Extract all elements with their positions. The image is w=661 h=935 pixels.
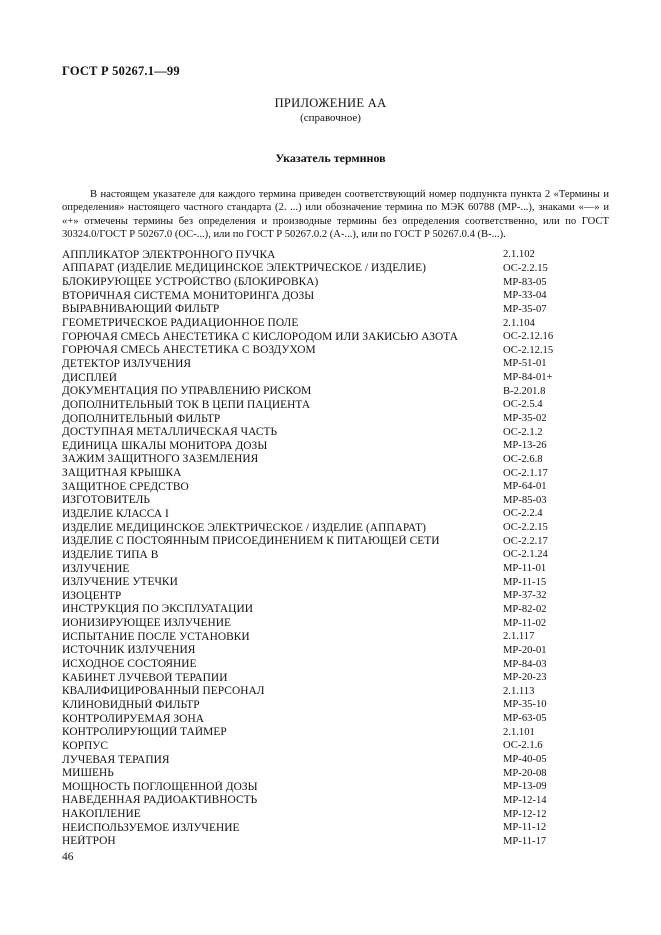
term-row	[62, 521, 622, 535]
term-name: КЛИНОВИДНЫЙ ФИЛЬТР	[62, 698, 200, 711]
term-name: ИНСТРУКЦИЯ ПО ЭКСПЛУАТАЦИИ	[62, 603, 254, 616]
term-reference: МР-13-26	[503, 440, 547, 452]
term-row	[62, 262, 622, 276]
term-row	[62, 616, 622, 630]
term-name: ИЗГОТОВИТЕЛЬ	[62, 494, 150, 507]
term-name: ИЗЛУЧЕНИЕ УТЕЧКИ	[62, 576, 178, 589]
term-reference: МР-64-01	[503, 481, 547, 493]
term-name: ИЗЛУЧЕНИЕ	[62, 562, 130, 575]
term-row	[62, 657, 622, 671]
term-name: НЕИСПОЛЬЗУЕМОЕ ИЗЛУЧЕНИЕ	[62, 821, 240, 834]
term-row	[62, 303, 622, 317]
term-row	[62, 698, 622, 712]
term-name: КОНТРОЛИРУЕМАЯ ЗОНА	[62, 712, 205, 725]
term-name: НАКОПЛЕНИЕ	[62, 808, 141, 821]
term-row	[62, 562, 622, 576]
term-row	[62, 534, 622, 548]
term-reference: МР-85-03	[503, 494, 547, 506]
term-reference: МР-12-14	[503, 794, 547, 806]
term-reference: ОС-2.1.2	[503, 426, 543, 438]
appendix-title: ПРИЛОЖЕНИЕ АА	[274, 96, 387, 110]
term-reference: 2.1.101	[503, 726, 535, 738]
term-reference: МР-82-02	[503, 603, 547, 615]
term-reference: МР-63-05	[503, 713, 547, 725]
term-reference: МР-35-07	[503, 303, 547, 315]
term-name: ДОКУМЕНТАЦИЯ ПО УПРАВЛЕНИЮ РИСКОМ	[62, 385, 312, 398]
term-name: ГЕОМЕТРИЧЕСКОЕ РАДИАЦИОННОЕ ПОЛЕ	[62, 317, 299, 330]
term-row	[62, 439, 622, 453]
term-name: НЕЙТРОН	[62, 835, 116, 848]
intro-paragraph: В настоящем указателе для каждого термина приведен соответствующий номер подпункта пункта 2 «Термины и определения» настоящего частного стандарта (2. ...) или обозначение термина по МЭК 60788 (МР-...), знаками «—» и «+» отмечены термины без определения и производные термины без определения соответственно, или по ГОСТ 30324.0/ГОСТ Р 50267.0 (ОС-...), или по ГОСТ Р 50267.0.2 (А-...), или по ГОСТ Р 50267.0.4 (В-...).	[62, 189, 609, 241]
term-row	[62, 548, 622, 562]
term-name: КВАЛИФИЦИРОВАННЫЙ ПЕРСОНАЛ	[62, 685, 265, 698]
term-reference: ОС-2.2.15	[503, 522, 548, 534]
term-name: НАВЕДЕННАЯ РАДИОАКТИВНОСТЬ	[62, 794, 258, 807]
term-reference: МР-20-01	[503, 644, 547, 656]
term-name: ЕДИНИЦА ШКАЛЫ МОНИТОРА ДОЗЫ	[62, 439, 268, 452]
term-reference: МР-20-08	[503, 767, 547, 779]
term-row	[62, 671, 622, 685]
term-row	[62, 725, 622, 739]
term-name: КОРПУС	[62, 739, 109, 752]
term-row	[62, 480, 622, 494]
term-row	[62, 589, 622, 603]
term-row	[62, 330, 622, 344]
term-row	[62, 248, 622, 262]
term-name: ГОРЮЧАЯ СМЕСЬ АНЕСТЕТИКА С ВОЗДУХОМ	[62, 344, 316, 357]
term-name: ДИСПЛЕЙ	[62, 371, 118, 384]
term-name: ИЗДЕЛИЕ МЕДИЦИНСКОЕ ЭЛЕКТРИЧЕСКОЕ / ИЗДЕЛИЕ (АППАРАТ)	[62, 521, 426, 534]
term-row	[62, 398, 622, 412]
page-number: 46	[62, 851, 74, 863]
term-name: БЛОКИРУЮЩЕЕ УСТРОЙСТВО (БЛОКИРОВКА)	[62, 276, 319, 289]
term-name: ЛУЧЕВАЯ ТЕРАПИЯ	[62, 753, 170, 766]
term-reference: ОС-2.1.17	[503, 467, 548, 479]
term-reference: 2.1.102	[503, 249, 535, 261]
term-reference: МР-84-01+	[503, 372, 553, 384]
term-row	[62, 753, 622, 767]
term-reference: ОС-2.6.8	[503, 453, 543, 465]
term-reference: МР-40-05	[503, 754, 547, 766]
term-name: ДОПОЛНИТЕЛЬНЫЙ ТОК В ЦЕПИ ПАЦИЕНТА	[62, 398, 311, 411]
term-reference: МР-35-10	[503, 699, 547, 711]
term-reference: МР-13-09	[503, 781, 547, 793]
term-reference: МР-11-01	[503, 563, 547, 575]
term-name: ИОНИЗИРУЮЩЕЕ ИЗЛУЧЕНИЕ	[62, 617, 232, 630]
term-name: ИЗДЕЛИЕ С ПОСТОЯННЫМ ПРИСОЕДИНЕНИЕМ К ПИТАЮЩЕЙ СЕТИ	[62, 535, 440, 548]
term-reference: 2.1.117	[503, 631, 535, 643]
term-name: ВТОРИЧНАЯ СИСТЕМА МОНИТОРИНГА ДОЗЫ	[62, 289, 315, 302]
term-row	[62, 712, 622, 726]
term-reference: МР-11-12	[503, 822, 547, 834]
term-name: КАБИНЕТ ЛУЧЕВОЙ ТЕРАПИИ	[62, 671, 228, 684]
term-name: ДОПОЛНИТЕЛЬНЫЙ ФИЛЬТР	[62, 412, 221, 425]
term-row	[62, 766, 622, 780]
term-name: ИЗДЕЛИЕ ТИПА В	[62, 548, 159, 561]
term-name: АППАРАТ (ИЗДЕЛИЕ МЕДИЦИНСКОЕ ЭЛЕКТРИЧЕСКОЕ / ИЗДЕЛИЕ)	[62, 262, 426, 275]
term-name: ЗАЖИМ ЗАЩИТНОГО ЗАЗЕМЛЕНИЯ	[62, 453, 259, 466]
term-row	[62, 821, 622, 835]
term-name: АППЛИКАТОР ЭЛЕКТРОННОГО ПУЧКА	[62, 248, 276, 261]
term-row	[62, 412, 622, 426]
term-name: ИСТОЧНИК ИЗЛУЧЕНИЯ	[62, 644, 196, 657]
term-row	[62, 343, 622, 357]
term-reference: ОС-2.1.24	[503, 549, 548, 561]
term-row	[62, 807, 622, 821]
term-reference: МР-35-02	[503, 413, 547, 424]
term-reference: ОС-2.2.4	[503, 508, 543, 520]
term-row	[62, 739, 622, 753]
term-row	[62, 494, 622, 508]
term-row	[62, 794, 622, 808]
term-reference: ОС-2.2.15	[503, 262, 548, 274]
term-row	[62, 316, 622, 330]
term-reference: ОС-2.5.4	[503, 399, 543, 411]
term-reference: МР-12-12	[503, 808, 547, 820]
term-row	[62, 275, 622, 289]
term-row	[62, 685, 622, 699]
term-reference: ОС-2.12.15	[503, 344, 554, 356]
term-row	[62, 507, 622, 521]
term-reference: МР-33-04	[503, 290, 547, 302]
term-reference: МР-11-02	[503, 617, 547, 629]
term-name: КОНТРОЛИРУЮЩИЙ ТАЙМЕР	[62, 726, 227, 739]
section-title: Указатель терминов	[275, 151, 386, 165]
document-id-header: ГОСТ Р 50267.1—99	[62, 64, 180, 78]
term-reference: МР-37-32	[503, 590, 547, 602]
term-name: МИШЕНЬ	[62, 767, 114, 780]
term-name: ГОРЮЧАЯ СМЕСЬ АНЕСТЕТИКА С КИСЛОРОДОМ ИЛИ ЗАКИСЬЮ АЗОТА	[62, 330, 459, 343]
terms-index-list	[62, 248, 622, 848]
term-reference: МР-20-23	[503, 672, 547, 684]
term-row	[62, 425, 622, 439]
term-row	[62, 603, 622, 617]
term-name: ИСПЫТАНИЕ ПОСЛЕ УСТАНОВКИ	[62, 630, 250, 643]
term-row	[62, 357, 622, 371]
term-reference: 2.1.104	[503, 317, 535, 329]
term-row	[62, 630, 622, 644]
term-reference: ОС-2.12.16	[503, 331, 554, 343]
term-name: ДОСТУПНАЯ МЕТАЛЛИЧЕСКАЯ ЧАСТЬ	[62, 426, 278, 439]
term-name: ЗАЩИТНОЕ СРЕДСТВО	[62, 480, 189, 493]
term-name: ВЫРАВНИВАЮЩИЙ ФИЛЬТР	[62, 303, 220, 316]
term-name: ИЗОЦЕНТР	[62, 589, 122, 602]
term-row	[62, 575, 622, 589]
term-reference: ОС-2.2.17	[503, 535, 548, 547]
term-reference: МР-51-01	[503, 358, 547, 370]
term-reference: 2.1.113	[503, 685, 535, 697]
term-row	[62, 371, 622, 385]
term-row	[62, 835, 622, 849]
term-reference: МР-83-05	[503, 276, 547, 288]
term-row	[62, 644, 622, 658]
term-name: ИЗДЕЛИЕ КЛАССА I	[62, 507, 169, 520]
term-row	[62, 453, 622, 467]
appendix-subtitle: (справочное)	[300, 112, 361, 124]
term-reference: МР-84-03	[503, 658, 547, 670]
term-reference: В-2.201.8	[503, 385, 546, 397]
term-row	[62, 289, 622, 303]
term-row	[62, 780, 622, 794]
term-reference: МР-11-15	[503, 576, 547, 588]
term-name: ДЕТЕКТОР ИЗЛУЧЕНИЯ	[62, 357, 191, 370]
term-row	[62, 466, 622, 480]
term-name: ИСХОДНОЕ СОСТОЯНИЕ	[62, 658, 197, 671]
term-name: ЗАЩИТНАЯ КРЫШКА	[62, 467, 182, 480]
term-reference: ОС-2.1.6	[503, 740, 543, 752]
term-row	[62, 384, 622, 398]
term-name: МОЩНОСТЬ ПОГЛОЩЕННОЙ ДОЗЫ	[62, 780, 258, 793]
term-reference: МР-11-17	[503, 835, 547, 847]
